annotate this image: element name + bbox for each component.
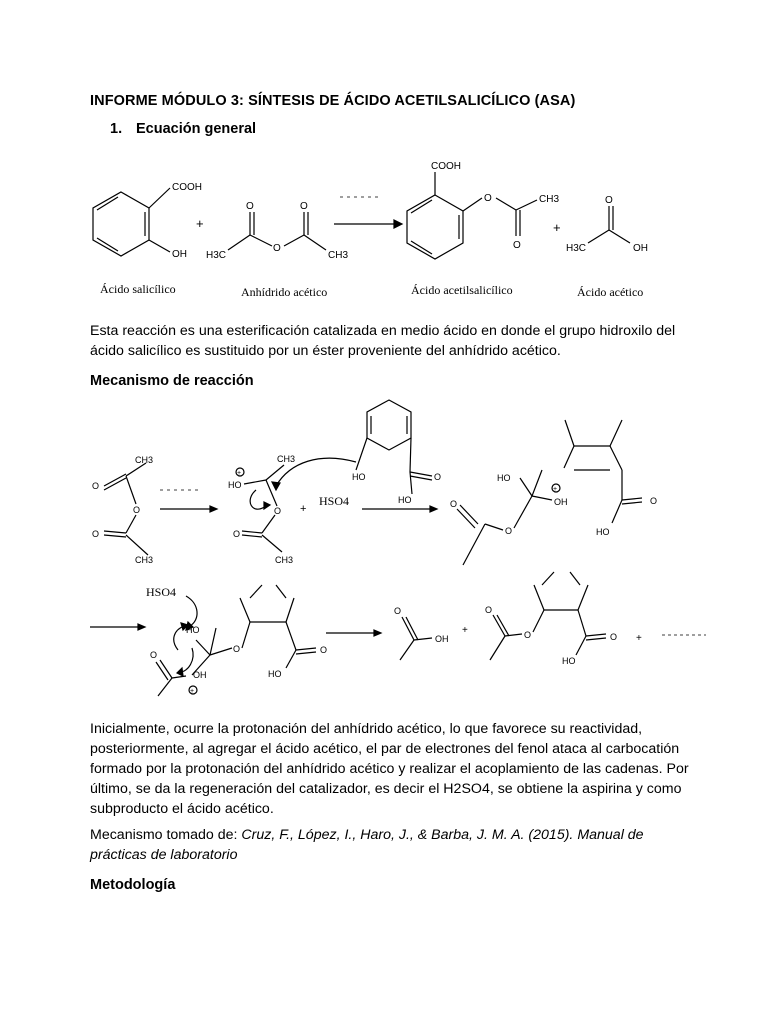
svg-text:+: + xyxy=(190,688,195,695)
svg-text:O: O xyxy=(434,472,442,482)
svg-text:COOH: COOH xyxy=(431,161,461,172)
svg-text:O: O xyxy=(650,496,658,506)
svg-text:CH3: CH3 xyxy=(275,555,294,565)
svg-text:O: O xyxy=(273,243,281,254)
svg-text:CH3: CH3 xyxy=(539,194,560,205)
svg-text:HO: HO xyxy=(352,472,366,482)
svg-text:H3C: H3C xyxy=(566,243,587,254)
svg-text:+: + xyxy=(300,503,307,515)
svg-text:O: O xyxy=(485,605,493,615)
mechanism-step-2 xyxy=(90,572,706,696)
mechanism-step-1 xyxy=(92,400,657,565)
label-aspirin: Ácido acetilsalicílico xyxy=(411,283,513,297)
svg-text:+: + xyxy=(553,486,558,493)
acetic-anhydride-structure xyxy=(206,201,348,261)
svg-text:CH3: CH3 xyxy=(135,555,154,565)
svg-text:O: O xyxy=(610,632,618,642)
svg-text:+: + xyxy=(237,470,242,477)
section-title: Ecuación general xyxy=(136,121,257,137)
svg-text:O: O xyxy=(450,499,458,509)
document-title: INFORME MÓDULO 3: SÍNTESIS DE ÁCIDO ACETILSALICÍLICO (ASA) xyxy=(90,93,576,109)
svg-text:O: O xyxy=(246,201,254,212)
svg-text:OH: OH xyxy=(554,497,568,507)
label-acetic-anhydride: Anhídrido acético xyxy=(241,285,328,299)
svg-text:O: O xyxy=(133,505,141,515)
reaction-arrow xyxy=(334,197,402,228)
svg-text:HO: HO xyxy=(186,625,200,635)
svg-text:HO: HO xyxy=(562,656,576,666)
label-acetic-acid: Ácido acético xyxy=(577,285,644,299)
svg-text:HO: HO xyxy=(398,495,412,505)
svg-text:O: O xyxy=(274,506,282,516)
svg-text:CH3: CH3 xyxy=(277,454,296,464)
section-number: 1. xyxy=(110,121,123,137)
svg-text:+: + xyxy=(553,220,561,235)
svg-text:O: O xyxy=(233,644,241,654)
label-salicylic-acid: Ácido salicílico xyxy=(100,282,176,296)
svg-text:H3C: H3C xyxy=(206,250,227,261)
svg-text:OH: OH xyxy=(633,243,648,254)
aspirin-structure xyxy=(407,161,559,259)
svg-text:OH: OH xyxy=(193,670,207,680)
svg-text:CH3: CH3 xyxy=(135,455,154,465)
svg-text:O: O xyxy=(92,529,100,539)
acetic-acid-structure xyxy=(566,195,648,254)
svg-text:HO: HO xyxy=(268,669,282,679)
hso4-label: HSO4 xyxy=(319,494,350,508)
svg-text:O: O xyxy=(92,481,100,491)
mechanism-heading: Mecanismo de reacción xyxy=(90,373,254,389)
citation-prefix: Mecanismo tomado de: xyxy=(90,827,242,843)
svg-text:O: O xyxy=(394,606,402,616)
salicylic-acid-structure xyxy=(93,182,202,260)
svg-text:HO: HO xyxy=(228,480,242,490)
svg-text:O: O xyxy=(300,201,308,212)
methodology-heading: Metodología xyxy=(90,877,176,893)
svg-text:HSO4: HSO4 xyxy=(146,585,177,599)
svg-text:O: O xyxy=(505,526,513,536)
citation xyxy=(90,825,690,865)
cooh-label: COOH xyxy=(172,182,202,193)
svg-text:O: O xyxy=(233,529,241,539)
svg-text:+: + xyxy=(462,625,468,636)
svg-text:HO: HO xyxy=(497,473,511,483)
svg-text:OH: OH xyxy=(435,634,449,644)
oh-label: OH xyxy=(172,249,187,260)
svg-text:O: O xyxy=(484,193,492,204)
plus-sign: + xyxy=(196,216,204,231)
citation-reference: Cruz, F., López, I., Haro, J., & Barba, J. M. A. (2015). Manual de prácticas de laboratorio xyxy=(90,827,644,863)
svg-text:O: O xyxy=(605,195,613,206)
svg-text:O: O xyxy=(513,240,521,251)
svg-text:+: + xyxy=(636,633,642,644)
svg-text:O: O xyxy=(524,630,532,640)
paragraph-mechanism: Inicialmente, ocurre la protonación del anhídrido acético, lo que favorece su reactividad, posteriormente, al agregar el ácido acético, el par de electrones del fenol ataca al carbocatión formado por la protonación del anhídrido acético y realizar el acoplamiento de las cadenas. Por último, se da la regeneración del catalizador, es decir el H2SO4, se obtiene la aspirina y como subproducto el ácido acético. xyxy=(90,721,689,817)
paragraph-intro: Esta reacción es una esterificación catalizada en medio ácido en donde el grupo hidroxilo del ácido salicílico es sustituido por un éster proveniente del anhídrido acético. xyxy=(90,323,676,359)
svg-text:CH3: CH3 xyxy=(328,250,349,261)
svg-text:O: O xyxy=(320,645,328,655)
svg-text:O: O xyxy=(150,650,158,660)
svg-text:HO: HO xyxy=(596,527,610,537)
